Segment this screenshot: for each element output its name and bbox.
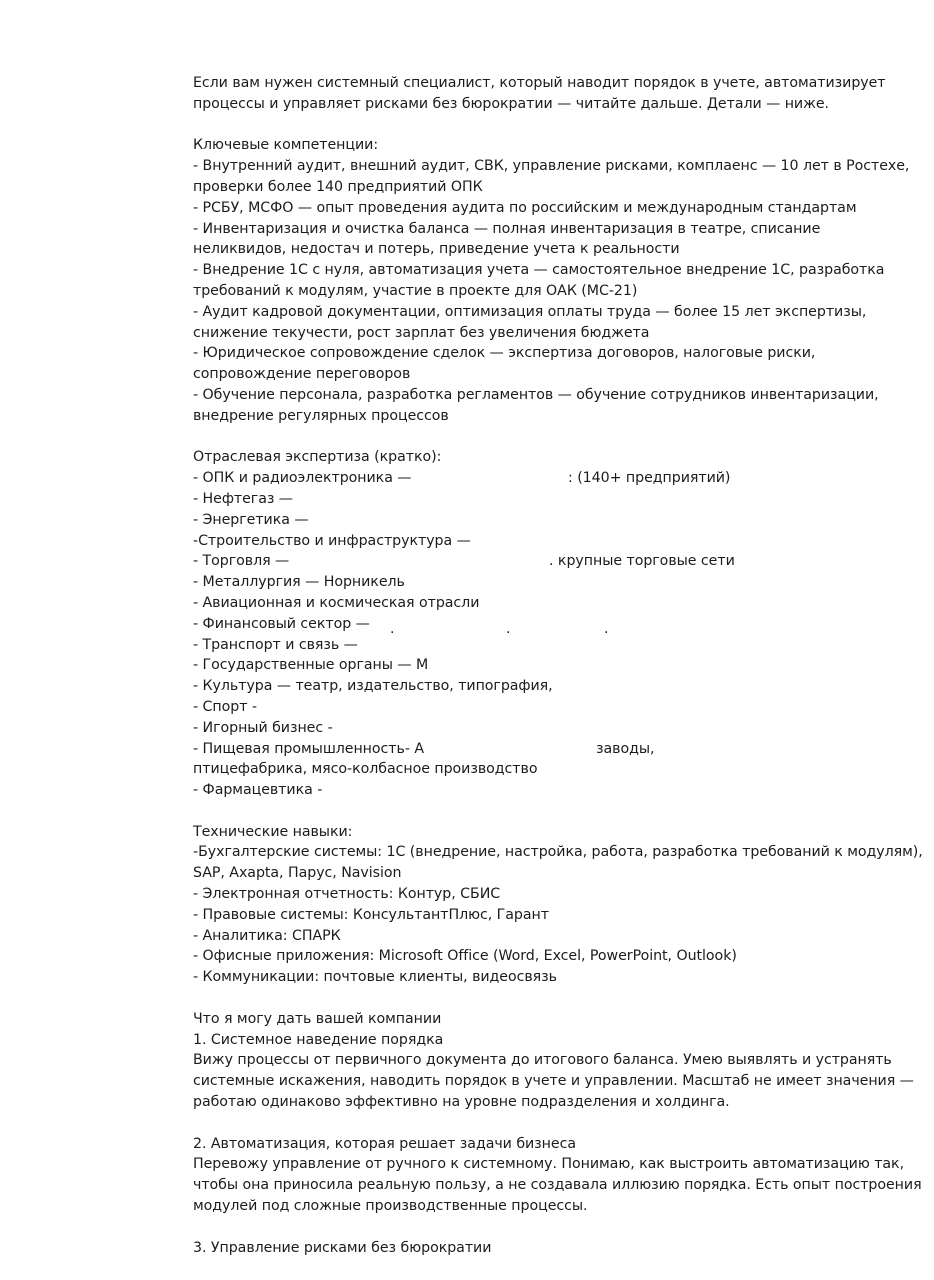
intro-line: процессы и управляет рисками без бюрократии — читайте дальше. Детали — ниже. [193, 95, 829, 112]
industry-item [193, 614, 893, 635]
offer-point-title: 3. Управление рисками без бюрократии [193, 1239, 492, 1256]
industry-item [193, 718, 893, 739]
skills-heading: Технические навыки: [193, 823, 353, 840]
offer-point-text: работаю одинаково эффективно на уровне подразделения и холдинга. [193, 1094, 730, 1111]
industry-name: - Энергетика — [193, 511, 309, 528]
offer-point-text: чтобы она приносила реальную пользу, а не создавала иллюзию порядка. Есть опыт построения [193, 1177, 922, 1194]
competency-line: снижение текучести, рост зарплат без увеличения бюджета [193, 324, 650, 341]
industry-name: - Металлургия — Норникель [193, 574, 405, 591]
skill-line: SAP, Axapta, Парус, Navision [193, 865, 402, 882]
skill-line: - Электронная отчетность: Контур, СБИС [193, 886, 501, 903]
industry-name: - Авиационная и космическая отрасли [193, 594, 480, 611]
competency-line: требований к модулям, участие в проекте для ОАК (МС-21) [193, 282, 638, 299]
competency-line: - Внедрение 1С с нуля, автоматизация учета — самостоятельное внедрение 1С, разработка [193, 262, 885, 279]
industry-name: - ОПК и радиоэлектроника — [193, 470, 412, 487]
industry-name: - Финансовый сектор — [193, 615, 370, 632]
industry-name: - Спорт - [193, 698, 257, 715]
competency-line: внедрение регулярных процессов [193, 407, 449, 424]
skill-line: - Офисные приложения: Microsoft Office (Word, Excel, PowerPoint, Outlook) [193, 948, 737, 965]
redaction-mark: . [390, 620, 395, 637]
offer-point-text: Вижу процессы от первичного документа до итогового баланса. Умею выявлять и устранять [193, 1052, 892, 1069]
competency-line: неликвидов, недостач и потерь, приведение учета к реальности [193, 241, 680, 258]
skill-line: -Бухгалтерские системы: 1С (внедрение, настройка, работа, разработка требований к модулям), [193, 844, 923, 861]
industry-item [193, 510, 893, 531]
industry-name: птицефабрика, мясо-колбасное производство [193, 761, 538, 778]
industry-item [193, 593, 893, 614]
competency-line: - Юридическое сопровождение сделок — экспертиза договоров, налоговые риски, [193, 345, 816, 362]
offer-point-text: Перевожу управление от ручного к системному. Понимаю, как выстроить автоматизацию так, [193, 1156, 905, 1173]
industry-item [193, 780, 893, 801]
industry-name: - Пищевая промышленность- А [193, 740, 424, 757]
industry-name: - Игорный бизнес - [193, 719, 333, 736]
intro-line: Если вам нужен системный специалист, который наводит порядок в учете, автоматизирует [193, 75, 886, 91]
offer-point-title: 2. Автоматизация, которая решает задачи бизнеса [193, 1135, 576, 1152]
competency-line: сопровождение переговоров [193, 366, 411, 383]
industry-item [193, 759, 893, 780]
industry-item [193, 489, 893, 510]
competency-line: - РСБУ, МСФО — опыт проведения аудита по российским и международным стандартам [193, 199, 857, 216]
skill-line: - Аналитика: СПАРК [193, 927, 341, 944]
industry-name: -Строительство и инфраструктура — [193, 532, 471, 549]
offer-point-title: 1. Системное наведение порядка [193, 1031, 444, 1048]
industries-heading: Отраслевая экспертиза (кратко): [193, 449, 442, 466]
industry-name: - Транспорт и связь — [193, 636, 358, 653]
skill-line: - Правовые системы: КонсультантПлюс, Гарант [193, 906, 549, 923]
industry-item [193, 572, 893, 593]
industry-item [193, 551, 893, 572]
competency-line: - Аудит кадровой документации, оптимизация оплаты труда — более 15 лет экспертизы, [193, 303, 867, 320]
industry-name: - Нефтегаз — [193, 490, 293, 507]
industry-name: - Культура — театр, издательство, типография, [193, 678, 553, 695]
redaction-mark: . [506, 620, 511, 637]
industry-item [193, 531, 893, 552]
industry-item [193, 655, 893, 676]
offer-point-text: модулей под сложные производственные процессы. [193, 1198, 588, 1215]
redaction-mark: . [604, 620, 609, 637]
competency-line: - Инвентаризация и очистка баланса — полная инвентаризация в театре, списание [193, 220, 821, 237]
skill-line: - Коммуникации: почтовые клиенты, видеосвязь [193, 969, 557, 986]
competencies-heading: Ключевые компетенции: [193, 137, 379, 154]
industry-detail: . крупные торговые сети [549, 553, 735, 570]
industry-name: - Фармацевтика - [193, 782, 323, 799]
competency-line: - Внутренний аудит, внешний аудит, СВК, управление рисками, комплаенс — 10 лет в Ростехе, [193, 158, 910, 175]
industry-detail: заводы, [596, 740, 655, 757]
industry-name: - Торговля — [193, 553, 290, 570]
industry-item [193, 739, 893, 760]
industry-detail: : (140+ предприятий) [568, 470, 731, 487]
industry-item [193, 468, 893, 489]
industry-item [193, 676, 893, 697]
industry-name: - Государственные органы — М [193, 657, 429, 674]
offer-point-text: системные искажения, наводить порядок в учете и управлении. Масштаб не имеет значения — [193, 1073, 914, 1090]
industry-item [193, 697, 893, 718]
offer-heading: Что я могу дать вашей компании [193, 1010, 442, 1027]
industry-item [193, 635, 893, 656]
competency-line: проверки более 140 предприятий ОПК [193, 178, 483, 195]
competency-line: - Обучение персонала, разработка регламентов — обучение сотрудников инвентаризации, [193, 386, 879, 403]
document-page [193, 73, 923, 1258]
